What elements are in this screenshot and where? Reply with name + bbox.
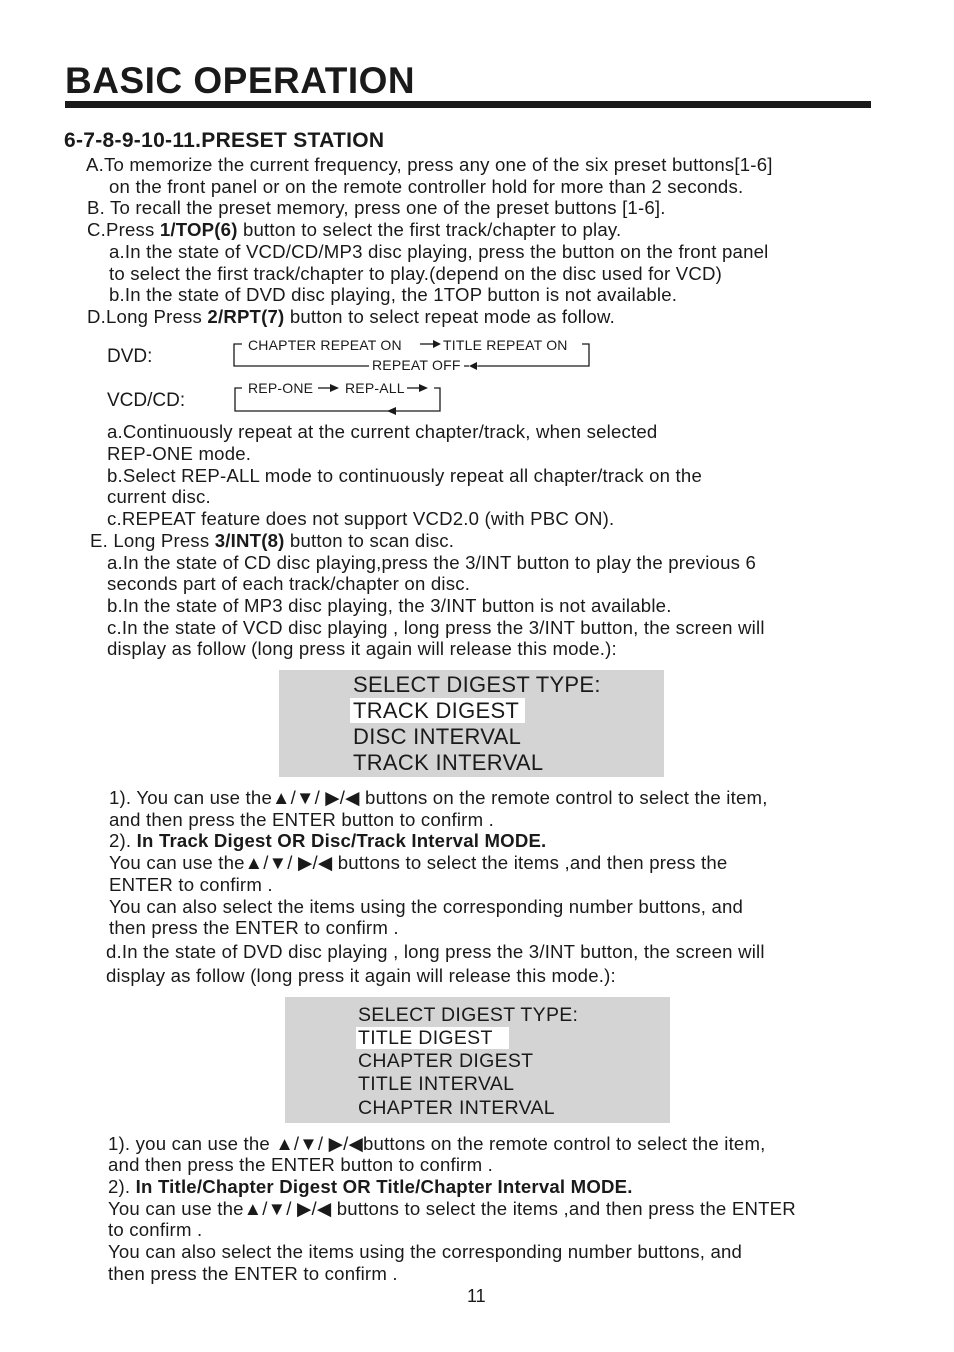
paragraph-c: C.Press 1/TOP(6) button to select the first track/chapter to play. <box>87 219 622 240</box>
paragraph-d: D.Long Press 2/RPT(7) button to select repeat mode as follow. <box>87 306 615 327</box>
paragraph-e-d-line2: display as follow (long press it again will release this mode.): <box>106 965 616 986</box>
paragraph-d-a-line2: REP-ONE mode. <box>107 443 252 464</box>
vcd-step1-line2: and then press the ENTER button to confirm . <box>109 809 494 830</box>
paragraph-c-a-line2: to select the first track/chapter to play.(depend on the disc used for VCD) <box>109 263 723 284</box>
vcd-menu-heading: SELECT DIGEST TYPE: <box>353 672 601 697</box>
dvd-digest-menu <box>285 997 670 1123</box>
paragraph-d-b-line2: current disc. <box>107 486 211 507</box>
dvd-label: DVD: <box>107 346 153 367</box>
vcd-menu-item-disc-interval[interactable]: DISC INTERVAL <box>353 724 522 749</box>
dvd-menu-item-chapter-digest[interactable]: CHAPTER DIGEST <box>358 1050 534 1072</box>
vcd-digest-menu <box>279 670 664 777</box>
paragraph-a-line2: on the front panel or on the remote controller hold for more than 2 seconds. <box>109 176 744 197</box>
vcd-cd-label: VCD/CD: <box>107 390 186 411</box>
dvd-menu-heading: SELECT DIGEST TYPE: <box>358 1004 579 1026</box>
dvd-step2: 2). In Title/Chapter Digest OR Title/Chapter Interval MODE. <box>108 1176 633 1197</box>
dvd-step3-line2: to confirm . <box>108 1219 203 1240</box>
dvd-menu-item-title-interval[interactable]: TITLE INTERVAL <box>358 1073 515 1095</box>
paragraph-b: B. To recall the preset memory, press one of the preset buttons [1-6]. <box>87 197 666 218</box>
paragraph-d-a-line1: a.Continuously repeat at the current chapter/track, when selected <box>107 421 658 442</box>
title-rule <box>65 101 871 108</box>
vcd-step4-line1: You can also select the items using the corresponding number buttons, and <box>109 896 744 917</box>
vcd-rep-one: REP-ONE <box>248 380 314 396</box>
paragraph-e-c-line1: c.In the state of VCD disc playing , long press the 3/INT button, the screen will <box>107 617 765 638</box>
vcd-menu-item-track-interval[interactable]: TRACK INTERVAL <box>353 750 544 775</box>
dvd-chapter-repeat-on: CHAPTER REPEAT ON <box>248 337 402 353</box>
section-title: 6-7-8-9-10-11.PRESET STATION <box>64 129 385 152</box>
page-number: 11 <box>467 1286 486 1306</box>
dvd-title-repeat-on: TITLE REPEAT ON <box>443 337 568 353</box>
dvd-step1-line2: and then press the ENTER button to confirm . <box>108 1154 493 1175</box>
vcd-step3-line2: ENTER to confirm . <box>109 874 273 895</box>
paragraph-e-b: b.In the state of MP3 disc playing, the 3/INT button is not available. <box>107 595 672 616</box>
paragraph-d-c: c.REPEAT feature does not support VCD2.0 (with PBC ON). <box>107 508 615 529</box>
paragraph-e: E. Long Press 3/INT(8) button to scan disc. <box>90 530 455 551</box>
paragraph-c-a-line1: a.In the state of VCD/CD/MP3 disc playing, press the button on the front panel <box>109 241 769 262</box>
dvd-step1-line1: 1). you can use the ▲/▼/ ▶/◀buttons on the remote control to select the item, <box>108 1133 766 1154</box>
vcd-step3-line1: You can use the▲/▼/ ▶/◀ buttons to select the items ,and then press the <box>109 852 728 873</box>
dvd-step4-line2: then press the ENTER to confirm . <box>108 1263 398 1284</box>
vcd-step1-line1: 1). You can use the▲/▼/ ▶/◀ buttons on the remote control to select the item, <box>109 787 768 808</box>
paragraph-e-a-line1: a.In the state of CD disc playing,press the 3/INT button to play the previous 6 <box>107 552 757 573</box>
paragraph-d-b-line1: b.Select REP-ALL mode to continuously repeat all chapter/track on the <box>107 465 703 486</box>
dvd-menu-item-title-digest[interactable]: TITLE DIGEST <box>356 1027 509 1050</box>
vcd-menu-item-track-digest[interactable]: TRACK DIGEST <box>350 698 525 724</box>
vcd-step4-line2: then press the ENTER to confirm . <box>109 917 399 938</box>
dvd-menu-item-chapter-interval[interactable]: CHAPTER INTERVAL <box>358 1097 555 1119</box>
vcd-step2: 2). In Track Digest OR Disc/Track Interval MODE. <box>109 830 547 851</box>
dvd-step3-line1: You can use the▲/▼/ ▶/◀ buttons to select the items ,and then press the ENTER <box>108 1198 796 1219</box>
vcd-rep-all: REP-ALL <box>345 380 405 396</box>
paragraph-e-a-line2: seconds part of each track/chapter on disc. <box>107 573 471 594</box>
paragraph-c-b: b.In the state of DVD disc playing, the 1TOP button is not available. <box>109 284 678 305</box>
paragraph-a-line1: A.To memorize the current frequency, press any one of the six preset buttons[1-6] <box>86 154 773 175</box>
dvd-step4-line1: You can also select the items using the corresponding number buttons, and <box>108 1241 743 1262</box>
paragraph-e-c-line2: display as follow (long press it again will release this mode.): <box>107 638 617 659</box>
paragraph-e-d-line1: d.In the state of DVD disc playing , long press the 3/INT button, the screen will <box>106 941 765 962</box>
page-title: BASIC OPERATION <box>65 60 416 101</box>
dvd-repeat-off: REPEAT OFF <box>369 357 464 373</box>
